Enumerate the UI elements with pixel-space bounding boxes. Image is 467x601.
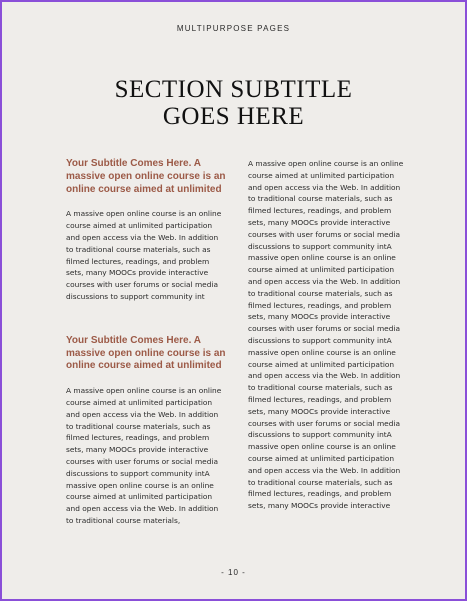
page-number: - 10 - bbox=[221, 568, 246, 577]
content-block-2 bbox=[66, 335, 226, 527]
section-title bbox=[2, 76, 465, 130]
left-column bbox=[66, 158, 226, 527]
block-1-subtitle: Your Subtitle Comes Here. A massive open online course is an online course aimed at unlimited bbox=[66, 158, 226, 195]
content-block-1 bbox=[66, 158, 226, 303]
block-2-subtitle: Your Subtitle Comes Here. A massive open online course is an online course aimed at unlimited bbox=[66, 334, 226, 372]
right-column bbox=[248, 158, 406, 512]
block-2-body: A massive open online course is an online course aimed at unlimited participation and open access via the Web. In addition to traditional course materials, such as filmed lectures, readings, and problem sets, many MOOCs provide interactive courses with user forums or social media discussions to support community intA massive open online course is an online course aimed at unlimited participation and open access via the Web. In addition to traditional course materials, bbox=[66, 386, 222, 525]
page-header-label: MULTIPURPOSE PAGES bbox=[176, 24, 291, 33]
section-title-line-2: GOES HERE bbox=[162, 103, 305, 130]
right-column-body: A massive open online course is an online course aimed at unlimited participation and open access via the Web. In addition to traditional course materials, such as filmed lectures, readings, and problem sets, many MOOCs provide interactive courses with user forums or social media discussions to support community intA massive open online course is an online course aimed at unlimited participation and open access via the Web. In addition to traditional course materials, such as filmed lectures, readings, and problem sets, many MOOCs provide interactive courses with user forums or social media discussions to support community intA massive open online course is an online course aimed at unlimited participation and open access via the Web. In addition to traditional course materials, such as filmed lectures, readings, and problem sets, many MOOCs provide interactive courses with user forums or social media discussions to support community intA massive open online course is an online course aimed at unlimited participation and open access via the Web. In addition to traditional course materials, such as filmed lectures, readings, and problem sets, many MOOCs provide interactive bbox=[248, 159, 404, 511]
block-1-body: A massive open online course is an online course aimed at unlimited participation and open access via the Web. In addition to traditional course materials, such as filmed lectures, readings, and problem sets, many MOOCs provide interactive courses with user forums or social media discussions to support community int bbox=[66, 209, 222, 301]
section-title-line-1: SECTION SUBTITLE bbox=[114, 76, 353, 103]
